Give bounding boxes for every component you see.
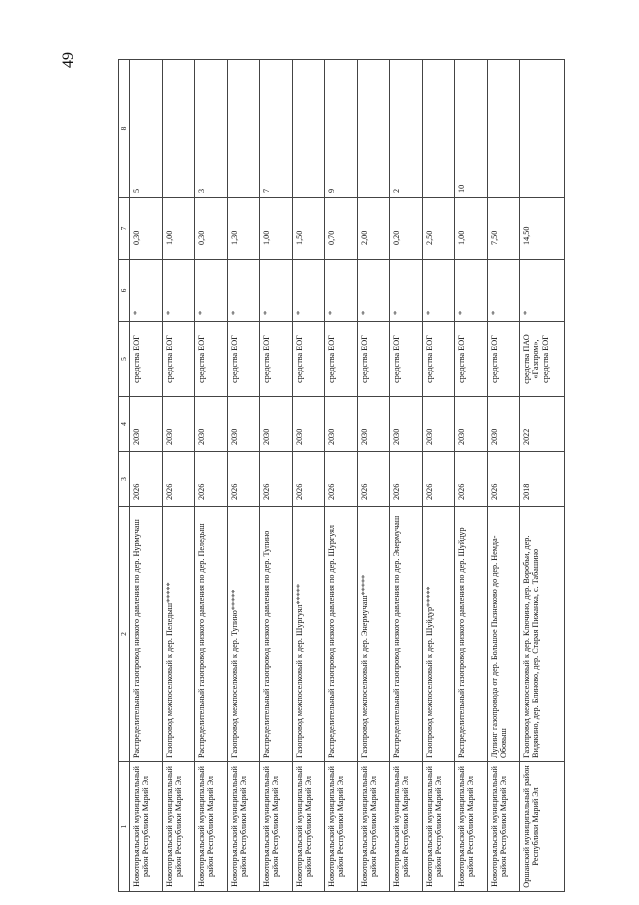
table-row: [325, 60, 358, 892]
table-cell-c2: Распределительный газопровод низкого давления по дер. Шуйдур: [455, 507, 488, 762]
table-cell-c8: [357, 60, 390, 198]
table-cell-c1: Новоторъяльский муниципальный район Республики Марий Эл: [227, 762, 260, 892]
table-cell-c3: 2026: [292, 452, 325, 507]
table-cell-c7: 2,00: [357, 198, 390, 260]
table-cell-c3: 2026: [357, 452, 390, 507]
table-cell-c5: средства ЕОГ: [390, 322, 423, 397]
table-cell-c4: 2030: [130, 397, 163, 452]
table-cell-c4: 2030: [422, 397, 455, 452]
table-cell-c4: 2030: [390, 397, 423, 452]
table-cell-c2: Газопровод межпоселковый к дер. Энермучаш*****: [357, 507, 390, 762]
table-cell-c5: средства ЕОГ: [357, 322, 390, 397]
table-cell-c8: [422, 60, 455, 198]
table-cell-c6: *: [227, 260, 260, 322]
table-cell-c3: 2026: [227, 452, 260, 507]
table-cell-c6: *: [162, 260, 195, 322]
table-cell-c6: *: [195, 260, 228, 322]
gas-pipeline-table: [118, 59, 565, 892]
table-cell-c1: Новоторъяльский муниципальный район Республики Марий Эл: [390, 762, 423, 892]
table-cell-c8: [292, 60, 325, 198]
header-cell-6: 6: [119, 260, 130, 322]
table-cell-c4: 2030: [455, 397, 488, 452]
table-cell-c2: Распределительный газопровод низкого давления по дер. Энермучаш: [390, 507, 423, 762]
table-cell-c7: 1,00: [455, 198, 488, 260]
table-cell-c1: Новоторъяльский муниципальный район Республики Марий Эл: [325, 762, 358, 892]
table-row: [390, 60, 423, 892]
table-cell-c5: средства ЕОГ: [487, 322, 520, 397]
header-row: [119, 60, 130, 892]
table-cell-c2: Газопровод межпоселковый к дер. Тупино*****: [227, 507, 260, 762]
table-row: [357, 60, 390, 892]
table-cell-c7: 1,50: [292, 198, 325, 260]
table-cell-c6: *: [390, 260, 423, 322]
header-cell-8: 8: [119, 60, 130, 198]
table-cell-c4: 2030: [260, 397, 293, 452]
table-row: [195, 60, 228, 892]
table-cell-c6: *: [422, 260, 455, 322]
table-cell-c2: Лупинг газопровода от дер. Большое Пызнеково до дер. Немда-Обовыш: [487, 507, 520, 762]
table-cell-c7: 0,30: [130, 198, 163, 260]
table-cell-c4: 2022: [520, 397, 565, 452]
table-row: [162, 60, 195, 892]
table-cell-c2: Распределительный газопровод низкого давления по дер. Нурмучаш: [130, 507, 163, 762]
table-cell-c8: 3: [195, 60, 228, 198]
table-row: [520, 60, 565, 892]
table-row: [455, 60, 488, 892]
table-cell-c1: Оршанский муниципальный район Республики Марий Эл: [520, 762, 565, 892]
table-cell-c1: Новоторъяльский муниципальный район Республики Марий Эл: [455, 762, 488, 892]
table-cell-c8: [227, 60, 260, 198]
table-cell-c2: Газопровод межпоселковый к дер. Ключино, дер. Воробьи, дер. Видякино, дер. Блиново, дер. Старая Пижанка, с. Табашино: [520, 507, 565, 762]
table-cell-c2: Газопровод межпоселковый к дер. Шуйдур*****: [422, 507, 455, 762]
table-cell-c7: 0,20: [390, 198, 423, 260]
header-cell-1: 1: [119, 762, 130, 892]
header-cell-7: 7: [119, 198, 130, 260]
table-cell-c1: Новоторъяльский муниципальный район Республики Марий Эл: [162, 762, 195, 892]
table-cell-c5: средства ЕОГ: [130, 322, 163, 397]
table-cell-c1: Новоторъяльский муниципальный район Республики Марий Эл: [292, 762, 325, 892]
table-cell-c8: 5: [130, 60, 163, 198]
table-cell-c5: средства ЕОГ: [455, 322, 488, 397]
table-cell-c4: 2030: [325, 397, 358, 452]
header-cell-2: 2: [119, 507, 130, 762]
table-cell-c8: 2: [390, 60, 423, 198]
table-cell-c3: 2026: [130, 452, 163, 507]
table-cell-c3: 2026: [390, 452, 423, 507]
table-cell-c6: *: [325, 260, 358, 322]
table-cell-c6: *: [455, 260, 488, 322]
table-row: [487, 60, 520, 892]
table-cell-c4: 2030: [162, 397, 195, 452]
table-cell-c1: Новоторъяльский муниципальный район Республики Марий Эл: [195, 762, 228, 892]
table-cell-c1: Новоторъяльский муниципальный район Республики Марий Эл: [357, 762, 390, 892]
table-cell-c1: Новоторъяльский муниципальный район Республики Марий Эл: [260, 762, 293, 892]
table-row: [260, 60, 293, 892]
table-cell-c4: 2030: [357, 397, 390, 452]
table-cell-c3: 2026: [195, 452, 228, 507]
table-cell-c7: 14,50: [520, 198, 565, 260]
header-cell-3: 3: [119, 452, 130, 507]
table-cell-c2: Газопровод межпоселковый к дер. Пеледыш*****: [162, 507, 195, 762]
table-cell-c4: 2030: [227, 397, 260, 452]
table-cell-c8: 9: [325, 60, 358, 198]
page-number: 49: [60, 52, 77, 68]
table-cell-c3: 2026: [325, 452, 358, 507]
table-cell-c7: 0,30: [195, 198, 228, 260]
header-cell-5: 5: [119, 322, 130, 397]
table-cell-c1: Новоторъяльский муниципальный район Республики Марий Эл: [422, 762, 455, 892]
table-cell-c7: 1,00: [260, 198, 293, 260]
table-cell-c1: Новоторъяльский муниципальный район Республики Марий Эл: [130, 762, 163, 892]
table-cell-c7: 2,50: [422, 198, 455, 260]
table-cell-c2: Распределительный газопровод низкого давления по дер. Пеледыш: [195, 507, 228, 762]
table-cell-c6: *: [520, 260, 565, 322]
table-cell-c4: 2030: [292, 397, 325, 452]
table-cell-c7: 1,30: [227, 198, 260, 260]
table-cell-c6: *: [292, 260, 325, 322]
table-cell-c5: средства ПАО «Газпром», средства ЕОГ: [520, 322, 565, 397]
table-cell-c2: Газопровод межпоселковый к дер. Шургуял*****: [292, 507, 325, 762]
table-cell-c3: 2026: [455, 452, 488, 507]
table-row: [422, 60, 455, 892]
table-cell-c5: средства ЕОГ: [422, 322, 455, 397]
table-cell-c5: средства ЕОГ: [227, 322, 260, 397]
table-cell-c6: *: [357, 260, 390, 322]
table-cell-c5: средства ЕОГ: [292, 322, 325, 397]
table-cell-c3: 2026: [422, 452, 455, 507]
table-cell-c8: [520, 60, 565, 198]
table-row: [130, 60, 163, 892]
table-cell-c8: 10: [455, 60, 488, 198]
table-cell-c5: средства ЕОГ: [260, 322, 293, 397]
table-cell-c6: *: [487, 260, 520, 322]
table-row: [227, 60, 260, 892]
table-cell-c3: 2026: [260, 452, 293, 507]
table-row: [292, 60, 325, 892]
table-cell-c4: 2030: [487, 397, 520, 452]
table-cell-c8: 7: [260, 60, 293, 198]
table-cell-c6: *: [260, 260, 293, 322]
table-cell-c5: средства ЕОГ: [325, 322, 358, 397]
rotated-table-wrapper: [118, 60, 568, 892]
table-cell-c3: 2026: [487, 452, 520, 507]
table-cell-c3: 2026: [162, 452, 195, 507]
table-cell-c7: 7,50: [487, 198, 520, 260]
table-cell-c5: средства ЕОГ: [195, 322, 228, 397]
table-cell-c8: [162, 60, 195, 198]
header-cell-4: 4: [119, 397, 130, 452]
table-cell-c1: Новоторъяльский муниципальный район Республики Марий Эл: [487, 762, 520, 892]
table-cell-c6: *: [130, 260, 163, 322]
table-cell-c4: 2030: [195, 397, 228, 452]
table-cell-c7: 1,00: [162, 198, 195, 260]
table-cell-c5: средства ЕОГ: [162, 322, 195, 397]
table-cell-c7: 0,70: [325, 198, 358, 260]
table-cell-c3: 2018: [520, 452, 565, 507]
table-cell-c8: [487, 60, 520, 198]
table-cell-c2: Распределительный газопровод низкого давления по дер. Шургуял: [325, 507, 358, 762]
table-cell-c2: Распределительный газопровод низкого давления по дер. Тупино: [260, 507, 293, 762]
